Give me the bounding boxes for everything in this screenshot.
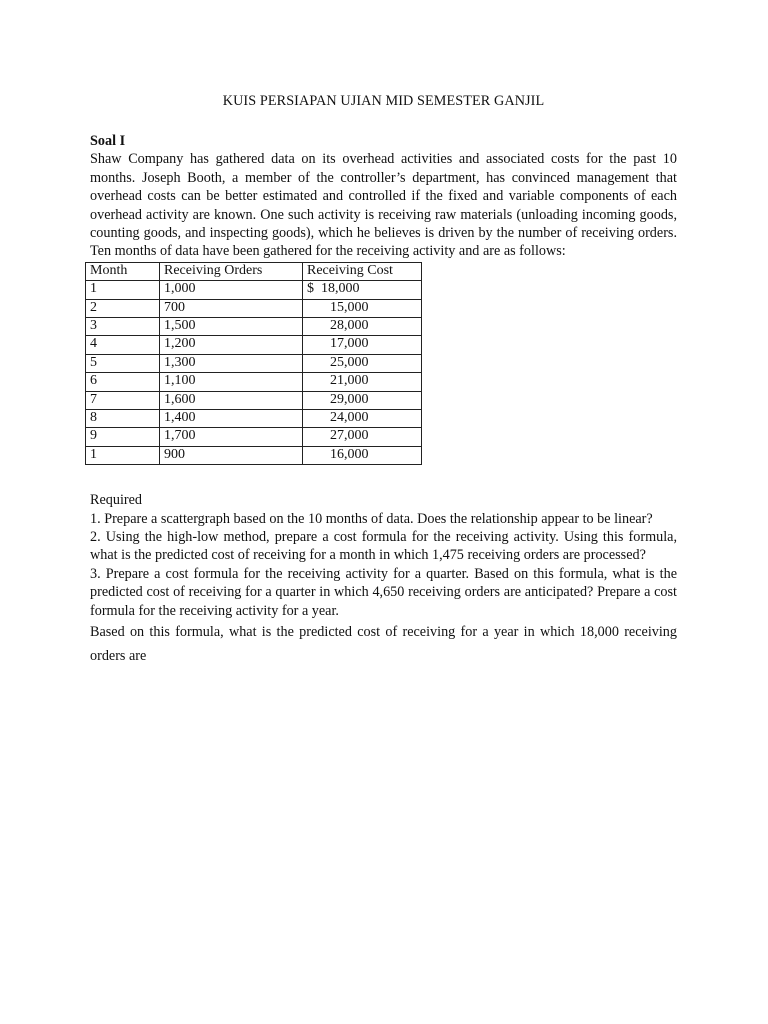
cell-orders: 1,000 [160, 281, 303, 299]
cell-cost: 16,000 [303, 446, 422, 464]
table-header-row [86, 262, 422, 280]
required-section [90, 491, 677, 668]
cell-orders: 700 [160, 299, 303, 317]
cell-orders: 900 [160, 446, 303, 464]
cell-cost: 24,000 [303, 409, 422, 427]
table-row [86, 354, 422, 372]
cell-cost: 17,000 [303, 336, 422, 354]
cell-orders: 1,300 [160, 354, 303, 372]
cell-orders: 1,100 [160, 373, 303, 391]
cell-orders: 1,600 [160, 391, 303, 409]
cell-orders: 1,400 [160, 409, 303, 427]
cell-cost: 21,000 [303, 373, 422, 391]
table-row [86, 318, 422, 336]
receiving-data-table [85, 262, 422, 465]
cell-cost: 28,000 [303, 318, 422, 336]
header-receiving-orders: Receiving Orders [160, 262, 303, 280]
cell-month: 2 [86, 299, 160, 317]
cell-cost: 27,000 [303, 428, 422, 446]
document-page [90, 92, 677, 668]
cell-month: 1 [86, 446, 160, 464]
cell-orders: 1,700 [160, 428, 303, 446]
required-item-2: 2. Using the high-low method, prepare a cost formula for the receiving activity. Using this formula, what is the predicted cost of receiving for a month in which 1,475 receiving orders are processed? [90, 528, 677, 564]
table-row [86, 336, 422, 354]
header-month: Month [86, 262, 160, 280]
cell-cost: 29,000 [303, 391, 422, 409]
cell-orders: 1,200 [160, 336, 303, 354]
table-row [86, 373, 422, 391]
cell-orders: 1,500 [160, 318, 303, 336]
cell-month: 7 [86, 391, 160, 409]
table-row [86, 409, 422, 427]
table-row [86, 299, 422, 317]
intro-paragraph: Shaw Company has gathered data on its overhead activities and associated costs for the past 10 months. Joseph Booth, a member of the controller’s department, has convinced management that overhead costs can be better estimated and controlled if the fixed and variable components of each overhead activity are known. One such activity is receiving raw materials (unloading incoming goods, counting goods, and inspecting goods), which he believes is driven by the number of receiving orders. Ten months of data have been gathered for the receiving activity and are as follows: [90, 151, 677, 260]
table-row [86, 446, 422, 464]
document-title: KUIS PERSIAPAN UJIAN MID SEMESTER GANJIL [222, 93, 545, 109]
cell-month: 1 [86, 281, 160, 299]
table-row [86, 281, 422, 299]
cell-month: 9 [86, 428, 160, 446]
cell-cost: $ 18,000 [303, 281, 422, 299]
table-row [86, 391, 422, 409]
cell-cost: 25,000 [303, 354, 422, 372]
required-heading: Required [90, 492, 143, 509]
cell-month: 6 [86, 373, 160, 391]
required-item-3: 3. Prepare a cost formula for the receiving activity for a quarter. Based on this formula, what is the predicted cost of receiving for a quarter in which 4,650 receiving orders are anticipated? Prepare a cost formula for the receiving activity for a year. [90, 565, 677, 619]
cell-cost: 15,000 [303, 299, 422, 317]
header-receiving-cost: Receiving Cost [303, 262, 422, 280]
table-row [86, 428, 422, 446]
cell-month: 4 [86, 336, 160, 354]
section-heading: Soal I [90, 133, 126, 149]
cell-month: 3 [86, 318, 160, 336]
required-item-1: 1. Prepare a scattergraph based on the 10 months of data. Does the relationship appear to be linear? [90, 510, 653, 527]
cell-month: 8 [86, 409, 160, 427]
cell-month: 5 [86, 354, 160, 372]
required-item-4: Based on this formula, what is the predicted cost of receiving for a year in which 18,000 receiving orders are [90, 623, 677, 664]
